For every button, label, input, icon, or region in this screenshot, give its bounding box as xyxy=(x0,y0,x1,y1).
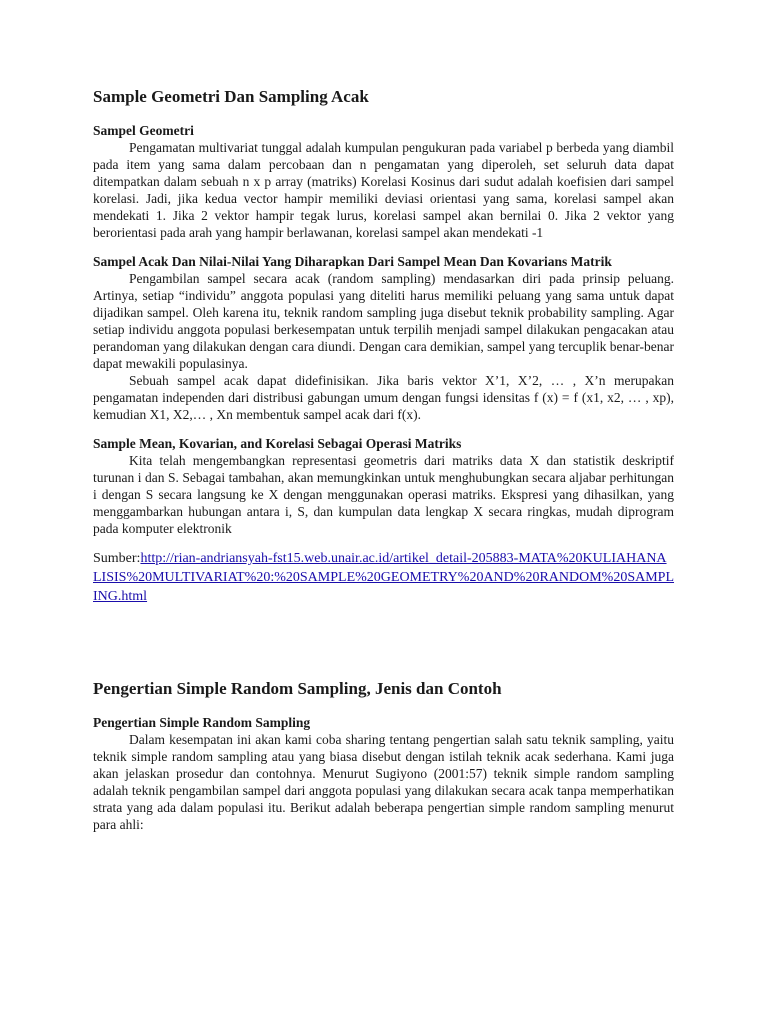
source-label: Sumber: xyxy=(93,551,141,566)
paragraph-pengertian-srs: Dalam kesempatan ini akan kami coba sharing tentang pengertian salah satu teknik sampling, yaitu teknik simple random sampling atau yang biasa disebut dengan istilah teknik acak sederhana. Kami juga akan jelaskan prosedur dan contohnya. Menurut Sugiyono (2001:57) teknik simple random sampling adalah teknik pengambilan sampel dari anggota populasi yang dilakukan secara acak tanpa memperhatikan strata yang ada dalam populasi itu. Berikut adalah beberapa pengertian simple random sampling menurut para ahli: xyxy=(93,732,674,832)
paragraph-sampel-acak-1: Pengambilan sampel secara acak (random sampling) mendasarkan diri pada prinsip peluang. Artinya, setiap “individu” anggota populasi yang diteliti harus memiliki peluang yang sama untuk dapat dijadikan sampel. Oleh karena itu, teknik random sampling juga disebut teknik probability sampling. Agar setiap individu anggota populasi berkesempatan untuk terpilih menjadi sampel dilakukan pengacakan atau perandoman yang dilakukan dengan cara diundi. Dengan cara demikian, sampel yang tercuplik benar-benar dapat mewakili populasinya. xyxy=(93,271,674,371)
heading-sample-mean: Sample Mean, Kovarian, and Korelasi Sebagai Operasi Matriks xyxy=(93,436,462,451)
heading-sampel-acak: Sampel Acak Dan Nilai-Nilai Yang Diharapkan Dari Sampel Mean Dan Kovarians Matrik xyxy=(93,254,612,269)
paragraph-sampel-acak-2: Sebuah sampel acak dapat didefinisikan. Jika baris vektor X’1, X’2, … , X’n merupakan pengamatan independen dari distribusi gabungan umum dengan fungsi idensitas f (x) = f (x1, x2, … , xp), kemudian X1, X2,… , Xn membentuk sampel acak dari f(x). xyxy=(93,373,674,422)
source-line xyxy=(93,549,674,606)
paragraph-sample-mean: Kita telah mengembangkan representasi geometris dari matriks data X dan statistik deskriptif turunan i dan S. Sebagai tambahan, akan memungkinkan untuk menghubungkan secara aljabar perhitungan i dengan S secara langsung ke X dengan menggunakan operasi matriks. Ekspresi yang dihasilkan, yang menggambarkan hubungan antara i, S, dan kumpulan data lengkap X secara ringkas, mudah diprogram pada komputer elektronik xyxy=(93,453,674,536)
title-simple-random-sampling: Pengertian Simple Random Sampling, Jenis dan Contoh xyxy=(93,679,502,698)
heading-sampel-geometri: Sampel Geometri xyxy=(93,123,194,138)
source-link[interactable]: http://rian-andriansyah-fst15.web.unair.ac.id/artikel_detail-205883-MATA%20KULIAHANALISIS%20MULTIVARIAT%20:%20SAMPLE%20GEOMETRY%20AND%20RANDOM%20SAMPLING.html xyxy=(93,551,675,604)
title-sample-geometri: Sample Geometri Dan Sampling Acak xyxy=(93,87,369,106)
heading-pengertian-srs: Pengertian Simple Random Sampling xyxy=(93,715,311,730)
paragraph-sampel-geometri: Pengamatan multivariat tunggal adalah kumpulan pengukuran pada variabel p berbeda yang diambil pada item yang sama dalam percobaan dan n pengamatan yang diperoleh, set seluruh data dapat ditempatkan dalam sebuah n x p array (matriks) Korelasi Kosinus dari sudut adalah koefisien dari sampel korelasi. Jadi, jika kedua vector hampir memiliki deviasi orientasi yang sama, korelasi sampel akan mendekati 1. Jika 2 vektor hampir tegak lurus, korelasi sampel akan bernilai 0. Jika 2 vektor yang berorientasi pada arah yang hampir berlawanan, korelasi sampel akan mendekati -1 xyxy=(93,140,674,240)
document-body xyxy=(93,86,674,833)
